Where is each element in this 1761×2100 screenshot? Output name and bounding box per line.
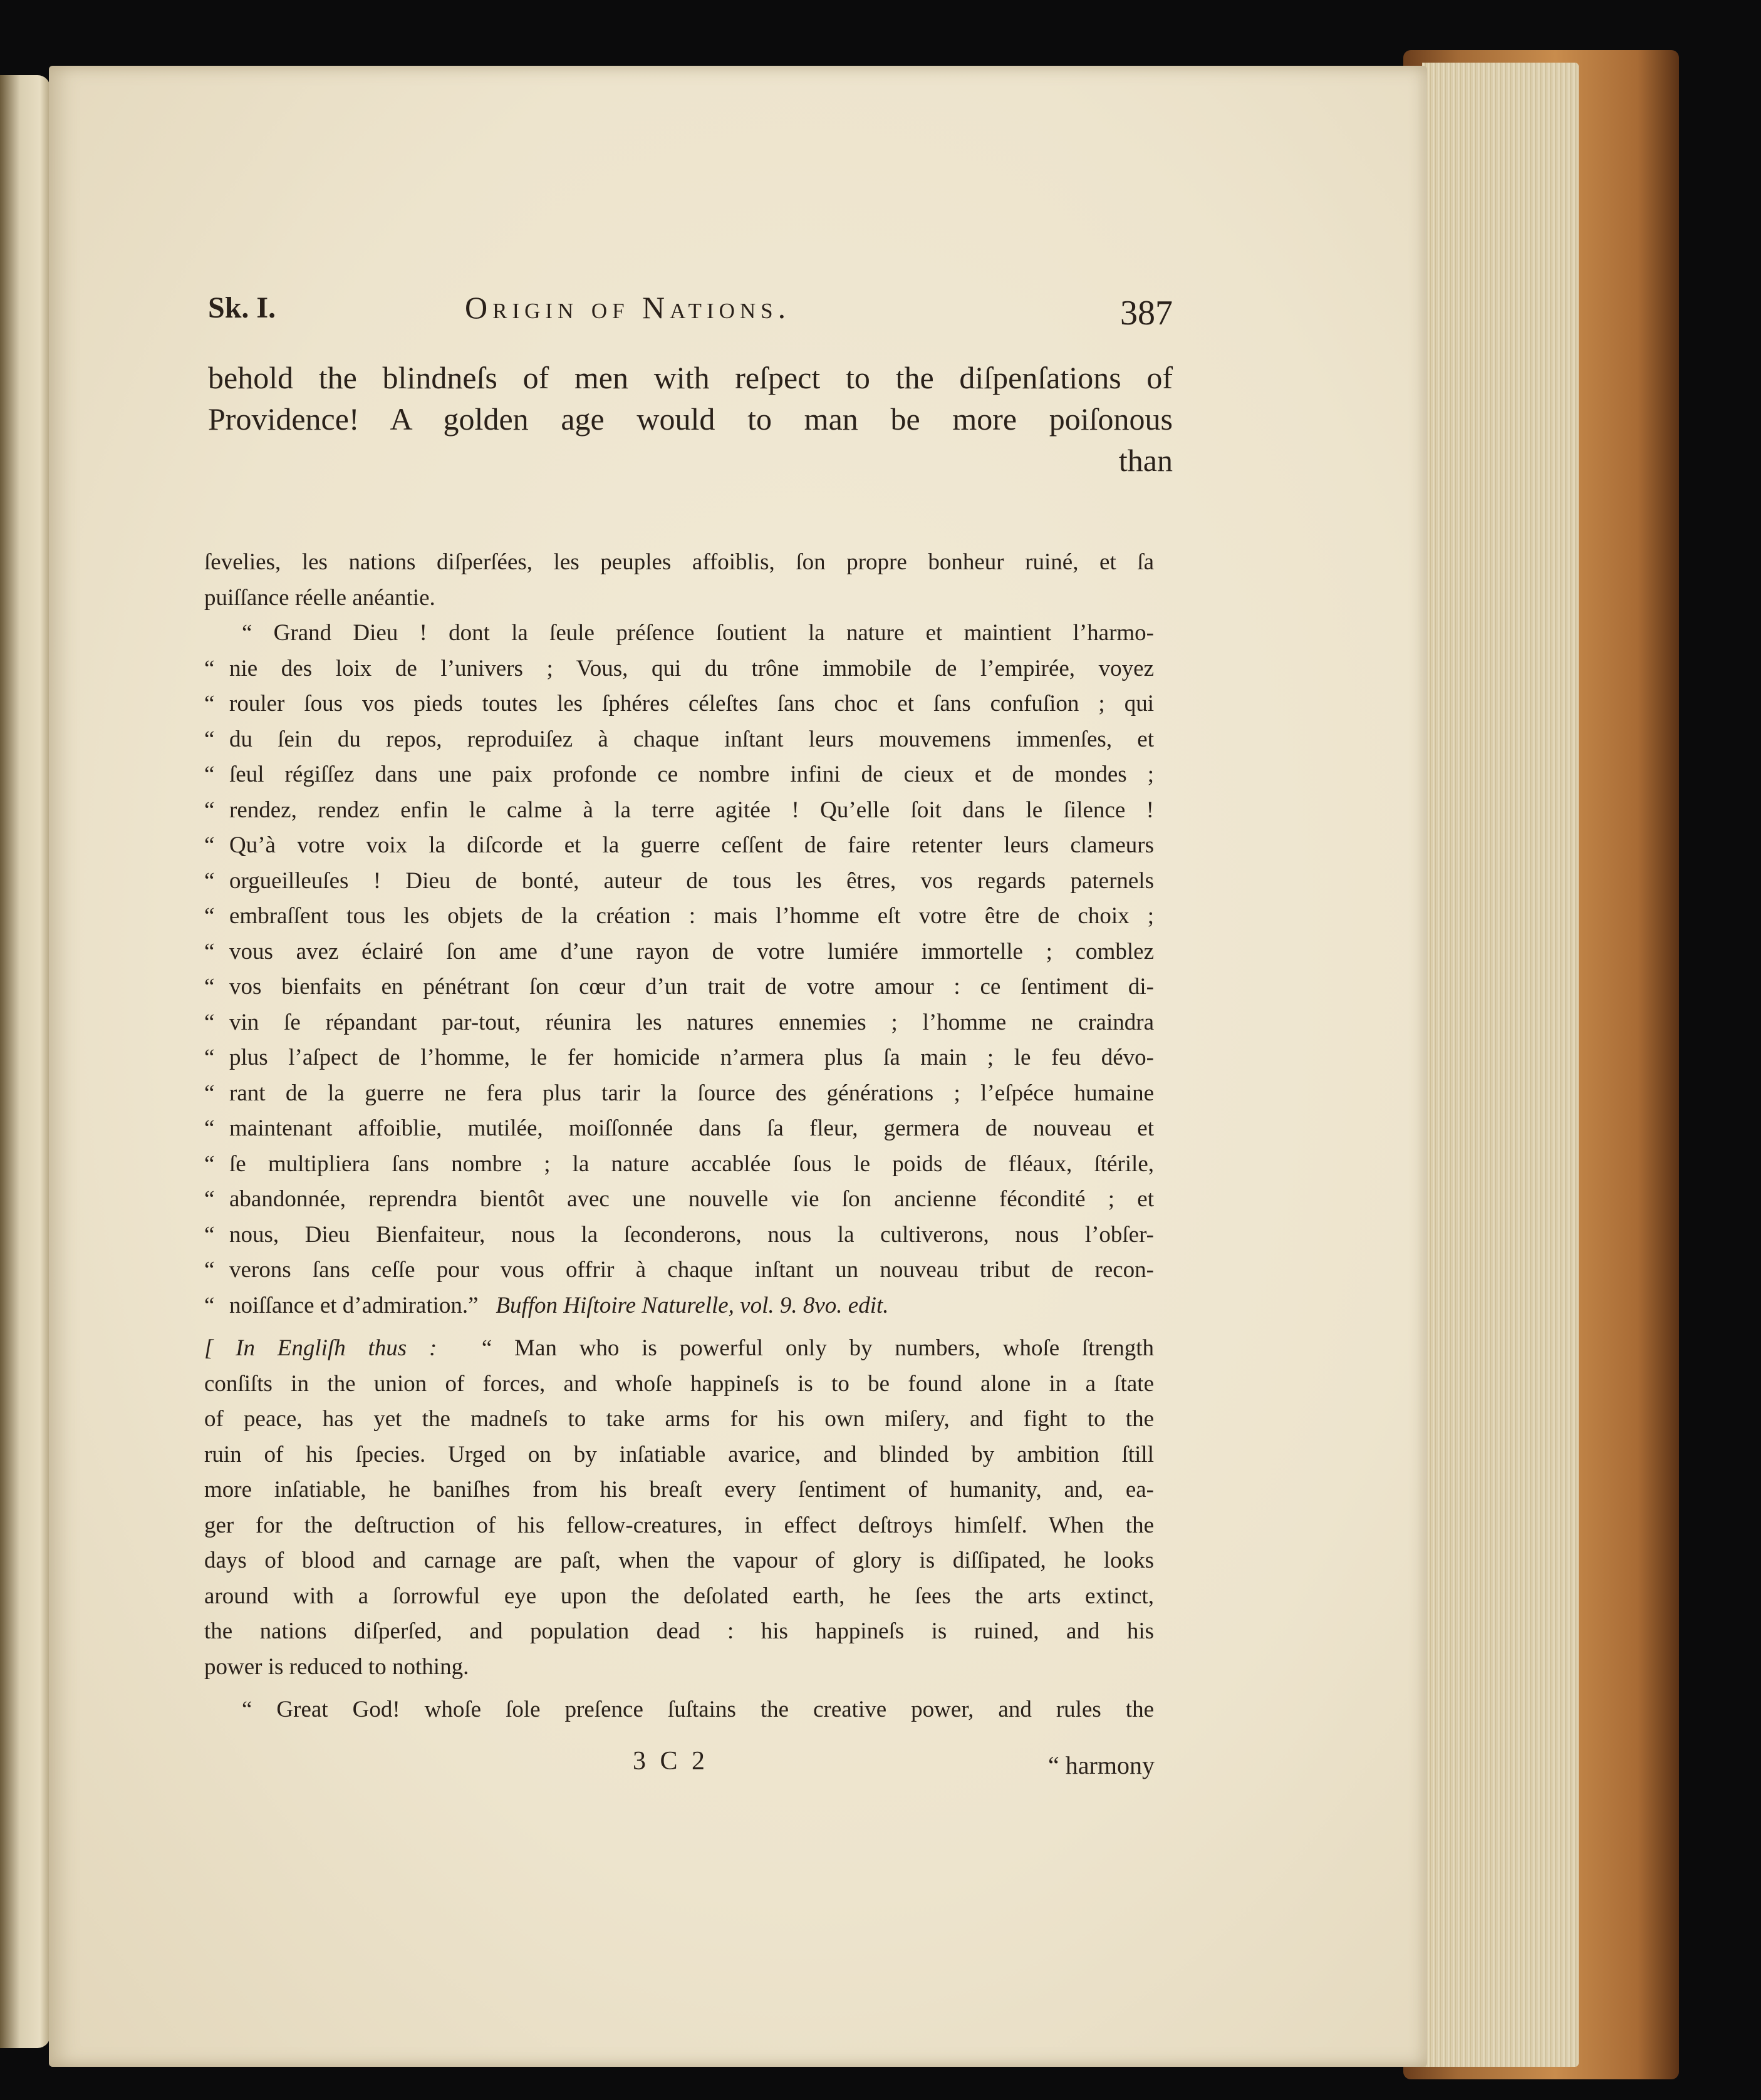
main-line: Providence! A golden age would to man be more poiſonous bbox=[208, 401, 1173, 437]
english-line: [ In Engliſh thus : “ Man who is powerful only by numbers, whoſe ſtrength bbox=[204, 1335, 1155, 1361]
english-line: ruin of his ſpecies. Urged on by inſatiable avarice, and blinded by ambition ſtill bbox=[204, 1441, 1154, 1467]
signature-mark: 3 C 2 bbox=[633, 1747, 709, 1776]
quote-line: “ rendez, rendez enfin le calme à la terre agitée ! Qu’elle ſoit dans le ſilence ! bbox=[204, 797, 1154, 823]
english-line: the nations diſperſed, and population dead : his happineſs is ruined, and his bbox=[204, 1618, 1154, 1644]
quote-line: “ vos bienfaits en pénétrant ſon cœur d’un trait de votre amour : ce ſentiment di- bbox=[204, 974, 1154, 1000]
quote-line: “ rouler ſous vos pieds toutes les ſphéres céleſtes ſans choc et ſans confuſion ; qui bbox=[204, 691, 1154, 716]
english-line: conſiſts in the union of forces, and whoſe happineſs is to be found alone in a ſtate bbox=[204, 1370, 1154, 1397]
quote-line: “ nous, Dieu Bienfaiteur, nous la ſeconderons, nous la cultiverons, nous l’obſer- bbox=[204, 1221, 1154, 1248]
quote-line: “ plus l’aſpect de l’homme, le fer homicide n’armera plus ſa main ; le feu dévo- bbox=[204, 1045, 1154, 1070]
quote-line: “ vous avez éclairé ſon ame d’une rayon de votre lumiére immortelle ; comblez bbox=[204, 938, 1154, 965]
english-line: around with a ſorrowful eye upon the deſolated earth, he ſees the arts extinct, bbox=[204, 1583, 1154, 1609]
page-edges bbox=[1422, 63, 1579, 2067]
note-line: puiſſance réelle anéantie. bbox=[204, 584, 435, 611]
english-line: “ Great God! whoſe ſole preſence ſuſtains the creative power, and rules the bbox=[242, 1697, 1154, 1722]
quote-line: “ noiſſance et d’admiration.” Buffon Hiſtoire Naturelle, vol. 9. 8vo. edit. bbox=[204, 1292, 889, 1318]
main-catchword: than bbox=[1118, 443, 1173, 478]
english-label: [ In Engliſh thus : bbox=[204, 1335, 437, 1361]
left-page-edge bbox=[0, 75, 50, 2048]
quote-line: “ nie des loix de l’univers ; Vous, qui du trône immobile de l’empirée, voyez bbox=[204, 655, 1154, 681]
english-line: ger for the deſtruction of his fellow-creatures, in effect deſtroys himſelf. When the bbox=[204, 1512, 1154, 1538]
english-line: power is reduced to nothing. bbox=[204, 1653, 469, 1680]
quote-line: “ orgueilleuſes ! Dieu de bonté, auteur de tous les êtres, vos regards paternels bbox=[204, 867, 1154, 894]
quote-line: “ vin ſe répandant par-tout, réunira les natures ennemies ; l’homme ne craindra bbox=[204, 1009, 1154, 1035]
section-label: Sk. I. bbox=[208, 291, 276, 324]
quote-line: “ du ſein du repos, reproduiſez à chaque inſtant leurs mouvemens immenſes, et bbox=[204, 726, 1154, 752]
quote-line: “ ſe multipliera ſans nombre ; la nature accablée ſous le poids de fléaux, ſtérile, bbox=[204, 1151, 1154, 1177]
english-line: more inſatiable, he baniſhes from his breaſt every ſentiment of humanity, and, ea- bbox=[204, 1477, 1154, 1503]
english-line: days of blood and carnage are paſt, when the vapour of glory is diſſipated, he looks bbox=[204, 1548, 1154, 1573]
running-head bbox=[208, 289, 1173, 333]
english-line: of peace, has yet the madneſs to take arms for his own miſery, and fight to the bbox=[204, 1406, 1154, 1432]
citation: Buffon Hiſtoire Naturelle, vol. 9. 8vo. edit. bbox=[496, 1292, 889, 1318]
page-number: 387 bbox=[1120, 294, 1173, 333]
running-title: Origin of Nations. bbox=[465, 290, 791, 325]
footer-catchword: “ harmony bbox=[1048, 1751, 1155, 1779]
quote-line: “ maintenant affoiblie, mutilée, moiſſonnée dans ſa fleur, germera de nouveau et bbox=[204, 1115, 1154, 1141]
main-text bbox=[208, 357, 1173, 440]
quote-line: “ embraſſent tous les objets de la création : mais l’homme eſt votre être de choix ; bbox=[204, 903, 1154, 929]
quote-line: “ abandonnée, reprendra bientôt avec une nouvelle vie ſon ancienne fécondité ; et bbox=[204, 1186, 1154, 1212]
quote-line: “ rant de la guerre ne fera plus tarir la ſource des générations ; l’eſpéce humaine bbox=[204, 1080, 1154, 1106]
main-line: behold the blindneſs of men with reſpect to the diſpenſations of bbox=[208, 360, 1173, 395]
footnotes bbox=[204, 545, 1154, 1728]
quote-line: “ ſeul régiſſez dans une paix profonde ce nombre infini de cieux et de mondes ; bbox=[204, 762, 1154, 787]
note-line: ſevelies, les nations diſperſées, les peuples affoiblis, ſon propre bonheur ruiné, et ſa bbox=[204, 549, 1154, 575]
quote-line: “ verons ſans ceſſe pour vous offrir à chaque inſtant un nouveau tribut de recon- bbox=[204, 1257, 1154, 1283]
quote-line: “ Grand Dieu ! dont la ſeule préſence ſoutient la nature et maintient l’harmo- bbox=[242, 620, 1154, 646]
quote-line: “ Qu’à votre voix la diſcorde et la guerre ceſſent de faire retenter leurs clameurs bbox=[204, 832, 1154, 858]
